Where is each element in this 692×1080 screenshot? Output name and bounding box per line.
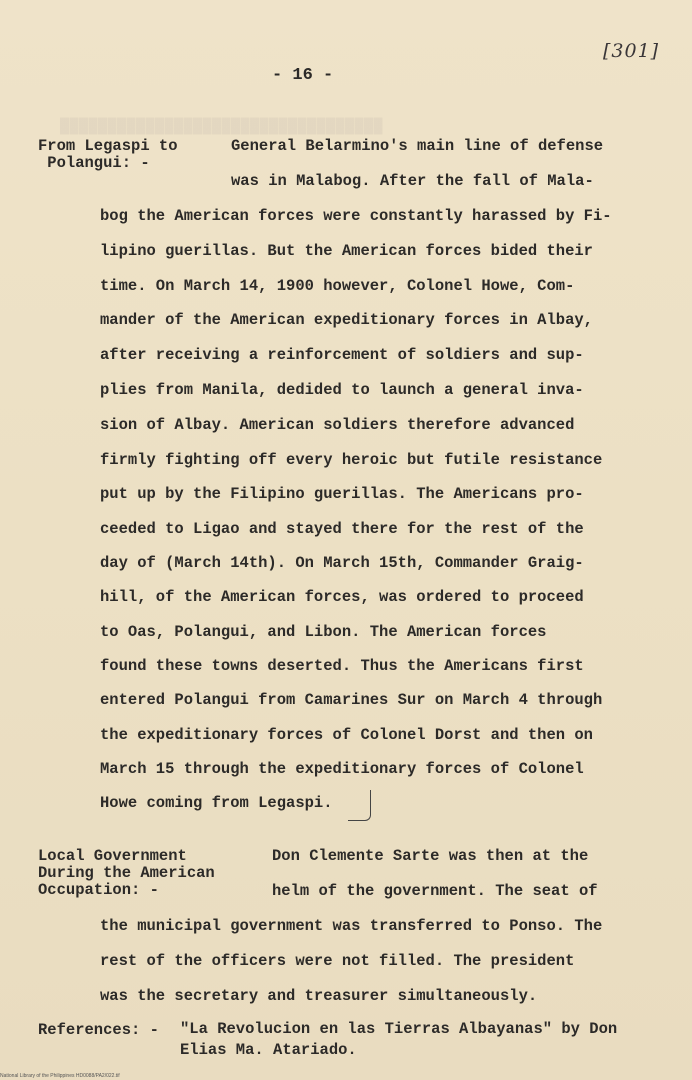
section2-heading-line: Local Government <box>38 847 187 865</box>
archive-footer: National Library of the Philippines HD0088/PA2/022.tif <box>0 1073 120 1079</box>
references-label: References: - <box>38 1021 159 1039</box>
section1-heading-line: From Legaspi to <box>38 137 178 155</box>
references-line: "La Revolucion en las Tierras Albayanas" by Don <box>180 1020 618 1038</box>
body-line: to Oas, Polangui, and Libon. The American forces <box>100 623 547 641</box>
body-line: time. On March 14, 1900 however, Colonel Howe, Com- <box>100 277 575 295</box>
body-line: bog the American forces were constantly harassed by Fi- <box>100 207 612 225</box>
references-line: Elias Ma. Atariado. <box>180 1041 357 1059</box>
bleed-through-text: ██████████████████████████████████ <box>60 118 384 135</box>
body-line: General Belarmino's main line of defense <box>231 137 604 155</box>
section1-heading-line: Polangui: - <box>38 154 150 172</box>
body-line: firmly fighting off every heroic but futile resistance <box>100 451 603 469</box>
body-line: after receiving a reinforcement of soldiers and sup- <box>100 346 584 364</box>
body-line: put up by the Filipino guerillas. The Americans pro- <box>100 485 584 503</box>
body-line: was in Malabog. After the fall of Mala- <box>231 172 594 190</box>
body-line: Howe coming from Legaspi. <box>100 794 333 812</box>
handwritten-page-number: [301] <box>603 40 660 62</box>
body-line: was the secretary and treasurer simultaneously. <box>100 987 538 1005</box>
body-line: mander of the American expeditionary forces in Albay, <box>100 311 593 329</box>
body-line: hill, of the American forces, was ordered to proceed <box>100 588 584 606</box>
body-line: lipino guerillas. But the American forces bided their <box>100 242 593 260</box>
section2-heading-line: Occupation: - <box>38 881 159 899</box>
body-line: Don Clemente Sarte was then at the <box>272 847 589 865</box>
page-number: - 16 - <box>272 66 334 85</box>
body-line: plies from Manila, dedided to launch a general inva- <box>100 381 584 399</box>
body-line: entered Polangui from Camarines Sur on March 4 through <box>100 691 603 709</box>
body-line: helm of the government. The seat of <box>272 882 598 900</box>
body-line: the expeditionary forces of Colonel Dorst and then on <box>100 726 593 744</box>
section2-heading-line: During the American <box>38 864 215 882</box>
body-line: found these towns deserted. Thus the Americans first <box>100 657 584 675</box>
body-line: day of (March 14th). On March 15th, Commander Graig- <box>100 554 584 572</box>
body-line: sion of Albay. American soldiers therefore advanced <box>100 416 575 434</box>
section1-heading <box>38 138 178 172</box>
section2-heading <box>38 848 215 899</box>
body-line: the municipal government was transferred to Ponso. The <box>100 917 603 935</box>
body-line: March 15 through the expeditionary forces of Colonel <box>100 760 584 778</box>
body-line: ceeded to Ligao and stayed there for the rest of the <box>100 520 584 538</box>
pen-mark <box>348 790 371 821</box>
body-line: rest of the officers were not filled. The president <box>100 952 575 970</box>
